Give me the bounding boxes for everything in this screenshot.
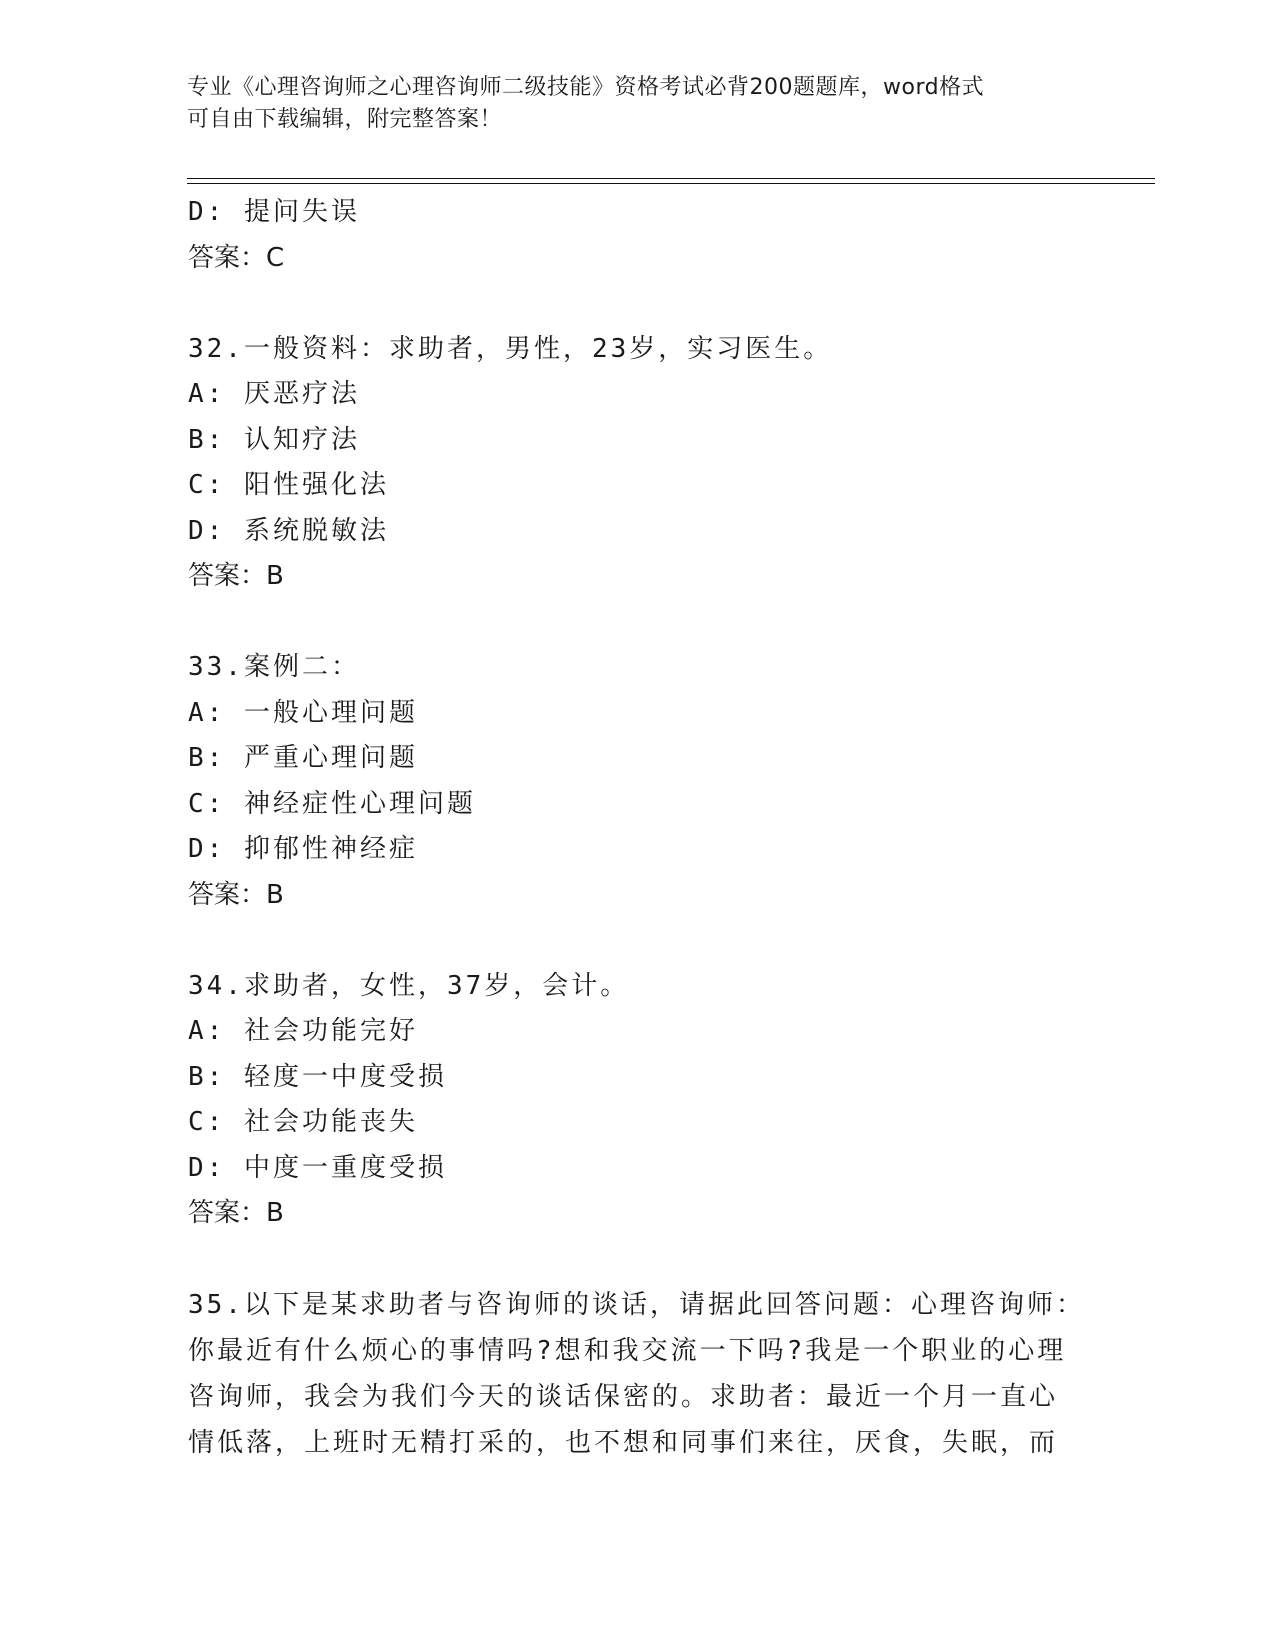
- option-b: B: 严重心理问题: [188, 743, 418, 773]
- spacer: [188, 1237, 1068, 1283]
- option-a: A: 社会功能完好: [188, 1016, 418, 1046]
- document-header: [187, 72, 1067, 136]
- option-b: B: 轻度一中度受损: [188, 1061, 447, 1092]
- question-stem: 33.案例二：: [188, 652, 360, 682]
- option-a: A: 一般心理问题: [188, 697, 418, 728]
- question-35-line-2: 你最近有什么烦心的事情吗?想和我交流一下吗?我是一个职业的心理: [188, 1336, 1067, 1366]
- option-d: D: 抑郁性神经症: [188, 834, 418, 864]
- prev-option-d: D: 提问失误: [188, 197, 360, 227]
- spacer: [188, 918, 1068, 964]
- option-a: A: 厌恶疗法: [188, 379, 360, 409]
- option-b: B: 认知疗法: [188, 424, 360, 455]
- header-divider-bottom: [187, 183, 1155, 184]
- spacer: [188, 281, 1068, 327]
- answer: 答案：B: [188, 879, 284, 910]
- question-34: [188, 964, 1068, 1237]
- question-stem: 34.求助者，女性，37岁，会计。: [188, 970, 630, 1001]
- option-c: C: 社会功能丧失: [188, 1107, 418, 1137]
- question-content: [188, 190, 1085, 1466]
- header-line-2: 可自由下载编辑，附完整答案！: [187, 107, 503, 132]
- option-c: C: 神经症性心理问题: [188, 788, 476, 819]
- option-d: D: 系统脱敏法: [188, 515, 389, 546]
- header-divider-top: [187, 178, 1155, 179]
- option-d: D: 中度一重度受损: [188, 1152, 447, 1183]
- header-line-1: 专业《心理咨询师之心理咨询师二级技能》资格考试必背200题题库，word格式: [187, 75, 985, 100]
- question-35: [188, 1282, 1085, 1466]
- question-stem: 32.一般资料：求助者，男性，23岁，实习医生。: [188, 333, 833, 364]
- question-35-line-1: 35.以下是某求助者与咨询师的谈话，请据此回答问题：心理咨询师：: [188, 1290, 1085, 1320]
- question-32: [188, 327, 1068, 600]
- prev-answer: 答案：C: [188, 242, 285, 273]
- answer: 答案：B: [188, 561, 284, 591]
- answer: 答案：B: [188, 1198, 284, 1228]
- option-c: C: 阳性强化法: [188, 470, 389, 500]
- question-35-line-4: 情低落，上班时无精打采的，也不想和同事们来往，厌食，失眠，而: [188, 1428, 1059, 1458]
- spacer: [188, 600, 1068, 646]
- question-33: [188, 645, 1068, 918]
- question-35-line-3: 咨询师，我会为我们今天的谈话保密的。求助者：最近一个月一直心: [188, 1382, 1059, 1412]
